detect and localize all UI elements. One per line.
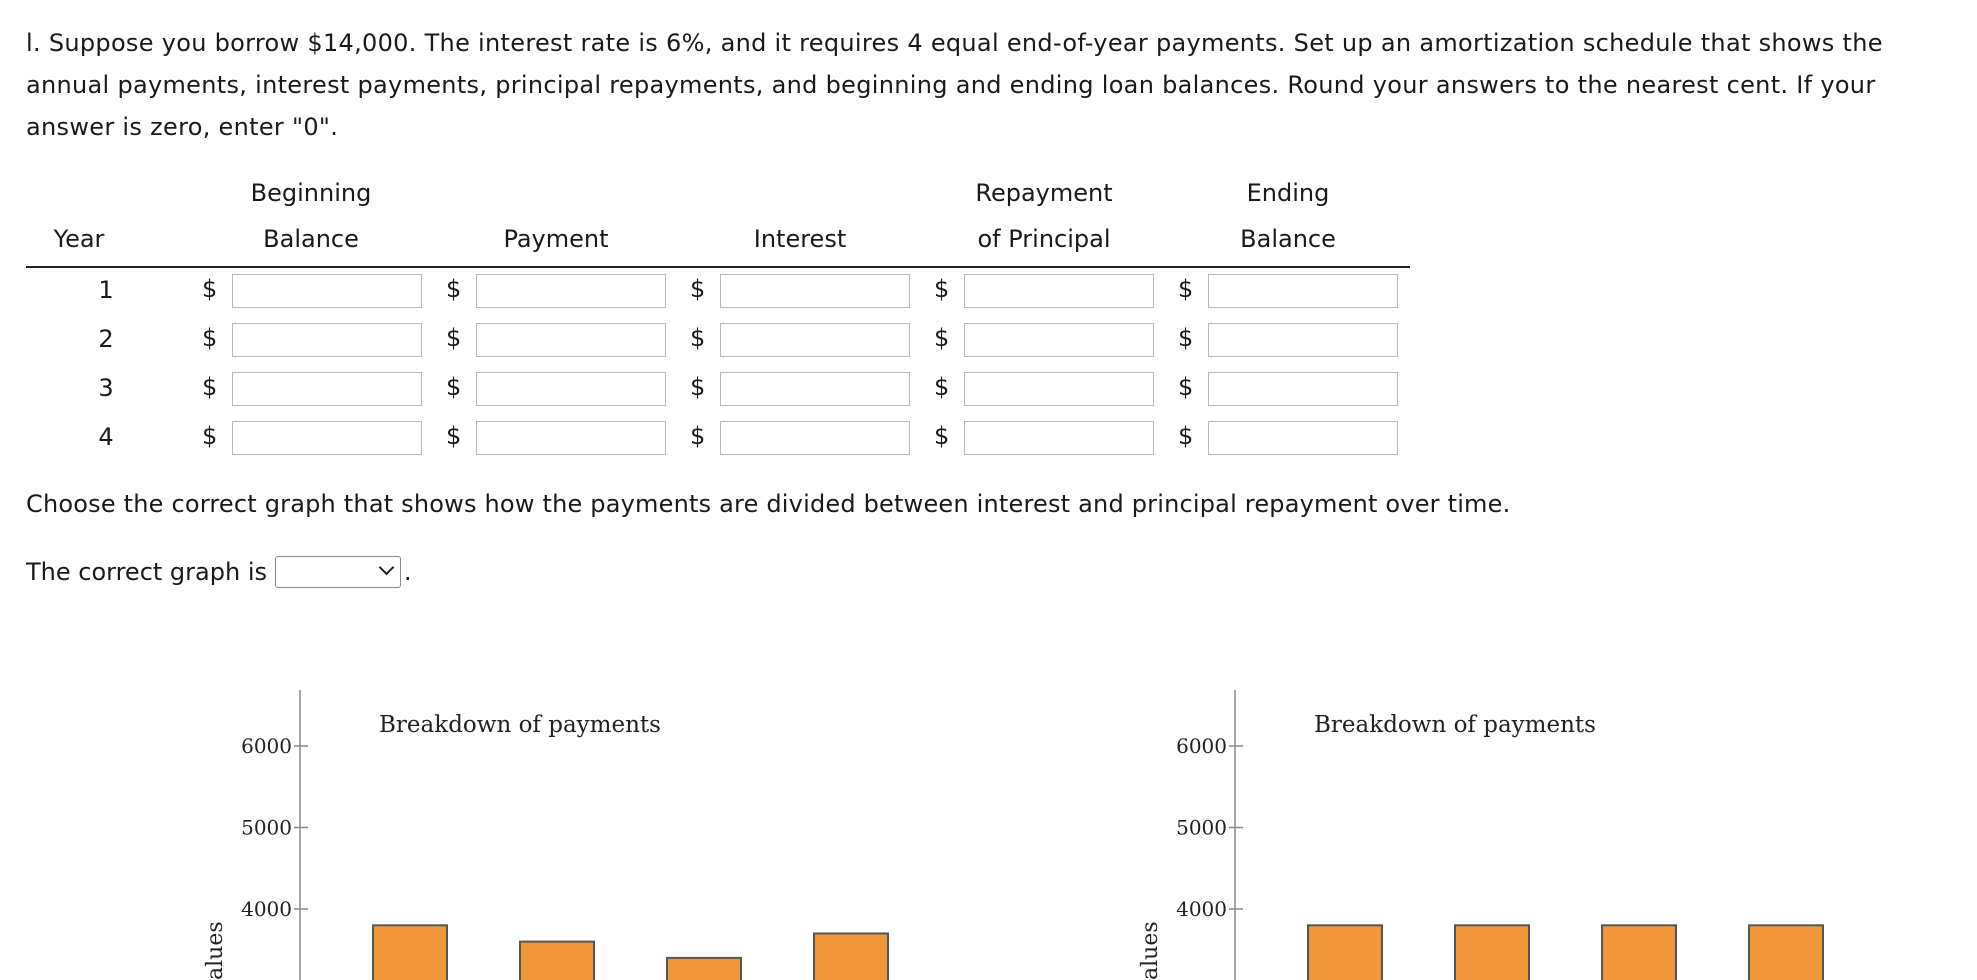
dollar-sign: $ [934,373,950,401]
ending-input[interactable] [1208,372,1398,406]
dollar-sign: $ [1178,373,1194,401]
bar-2 [1455,925,1529,980]
header-repayment-2: of Principal [977,225,1111,253]
y-tick-label: 5000 [241,815,292,840]
year-cell: 2 [98,325,114,353]
payment-input[interactable] [476,274,666,308]
dollar-sign: $ [446,422,462,450]
year-cell: 4 [98,423,114,451]
table-row [26,268,1410,317]
bar-4 [1749,925,1823,980]
dollar-sign: $ [202,373,218,401]
table-row [26,415,1410,464]
amortization-table [26,170,1410,464]
chart-title: Breakdown of payments [1314,712,1596,738]
bar-2 [520,942,594,980]
interest-input[interactable] [720,421,910,455]
beginning-input[interactable] [232,372,422,406]
header-payment: Payment [503,225,609,253]
beginning-input[interactable] [232,274,422,308]
graph-answer-period: . [403,558,412,586]
header-year: Year [53,225,105,253]
header-ending-1: Ending [1246,179,1330,207]
table-header [26,170,1410,268]
bar-4 [814,933,888,980]
dollar-sign: $ [446,275,462,303]
y-axis-label: alues [1138,921,1163,980]
y-tick-label: 4000 [1176,897,1227,921]
dollar-sign: $ [934,324,950,352]
year-cell: 3 [98,374,114,402]
principal-input[interactable] [964,421,1154,455]
beginning-input[interactable] [232,421,422,455]
bar-1 [1308,925,1382,980]
dollar-sign: $ [446,324,462,352]
dollar-sign: $ [446,373,462,401]
graph-select-dropdown[interactable] [275,556,401,588]
year-cell: 1 [98,276,114,304]
chart-option-2 [1135,690,1895,980]
principal-input[interactable] [964,274,1154,308]
header-repayment-1: Repayment [975,179,1113,207]
beginning-input[interactable] [232,323,422,357]
question-text: l. Suppose you borrow $14,000. The interest rate is 6%, and it requires 4 equal end-of-year payments. Set up an amortization schedule that shows the annual payments, interest payments, principal repayments, and beginning and ending loan balances. Round your answers to the nearest cent. If your answer is zero, enter "0". [26,29,1883,141]
chevron-down-icon [379,560,395,576]
graph-answer-label: The correct graph is [26,558,267,586]
principal-input[interactable] [964,323,1154,357]
dollar-sign: $ [690,275,706,303]
dollar-sign: $ [1178,324,1194,352]
principal-input[interactable] [964,372,1154,406]
chart-title: Breakdown of payments [379,712,661,738]
dollar-sign: $ [202,422,218,450]
graph-answer-line [26,556,412,588]
header-beginning-2: Balance [263,225,359,253]
interest-input[interactable] [720,274,910,308]
y-axis-label: alues [203,921,228,980]
header-interest: Interest [753,225,847,253]
interest-input[interactable] [720,323,910,357]
payment-input[interactable] [476,421,666,455]
dollar-sign: $ [202,275,218,303]
table-body [26,268,1410,464]
dollar-sign: $ [690,373,706,401]
table-row [26,366,1410,415]
bar-3 [1602,925,1676,980]
dollar-sign: $ [1178,275,1194,303]
ending-input[interactable] [1208,274,1398,308]
interest-input[interactable] [720,372,910,406]
dollar-sign: $ [690,422,706,450]
ending-input[interactable] [1208,323,1398,357]
y-tick-label: 6000 [241,734,292,758]
payment-input[interactable] [476,372,666,406]
table-row [26,317,1410,366]
dollar-sign: $ [1178,422,1194,450]
dollar-sign: $ [934,422,950,450]
choose-graph-text: Choose the correct graph that shows how the payments are divided between interest and principal repayment over time. [26,490,1511,518]
y-tick-label: 5000 [1176,815,1227,840]
y-tick-label: 4000 [241,897,292,921]
header-beginning-1: Beginning [250,179,372,207]
y-tick-label: 6000 [1176,734,1227,758]
dollar-sign: $ [690,324,706,352]
chart-option-1 [200,690,960,980]
dollar-sign: $ [934,275,950,303]
dollar-sign: $ [202,324,218,352]
bar-1 [373,925,447,980]
payment-input[interactable] [476,323,666,357]
ending-input[interactable] [1208,421,1398,455]
header-ending-2: Balance [1240,225,1336,253]
